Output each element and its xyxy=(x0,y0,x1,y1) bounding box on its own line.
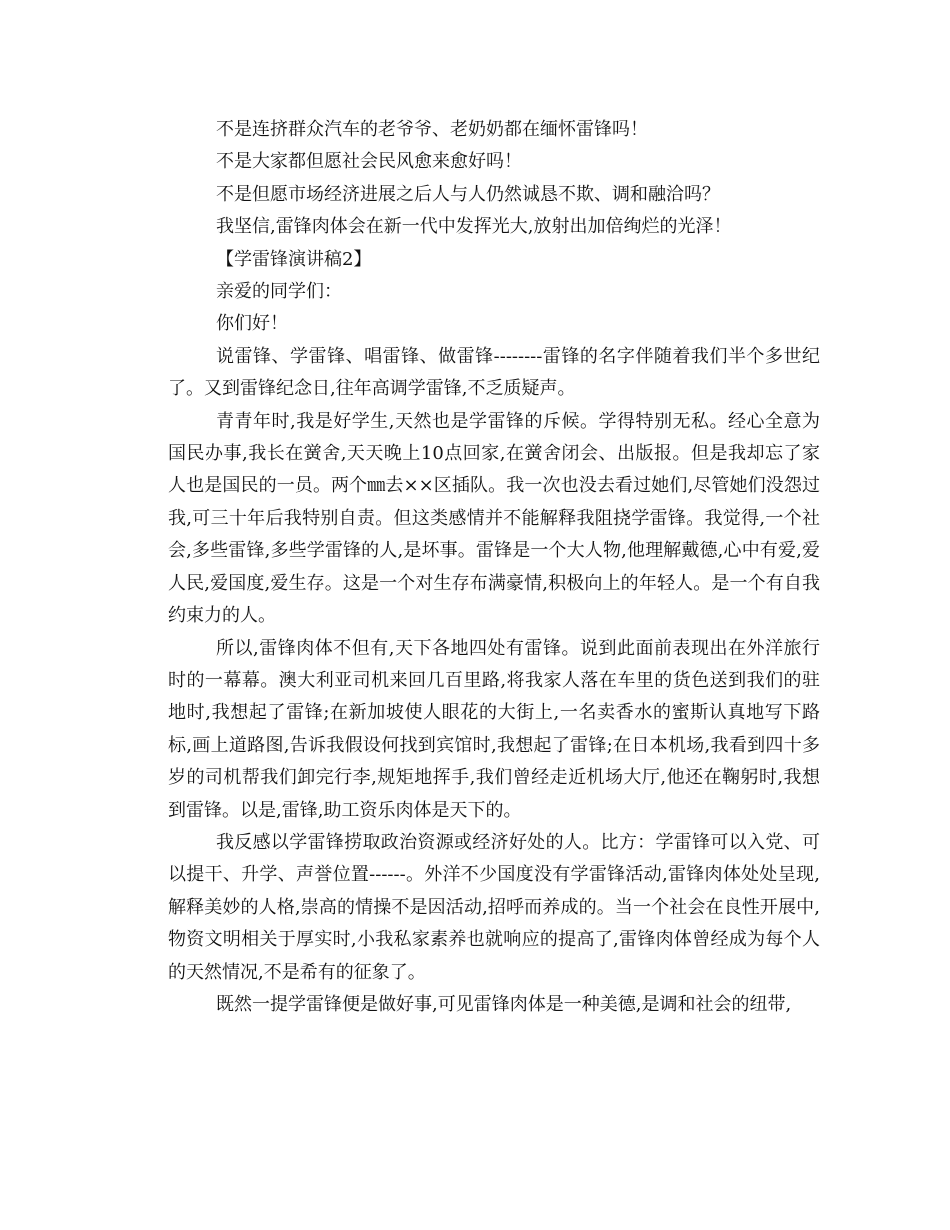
paragraph: 说雷锋、学雷锋、唱雷锋、做雷锋--------雷锋的名字伴随着我们半个多世纪了。又到雷锋纪念日,往年高调学雷锋,不乏质疑声。 xyxy=(168,345,820,400)
paragraph: 青青年时,我是好学生,天然也是学雷锋的斥候。学得特别无私。经心全意为国民办事,我长在黉舍,天天晚上10点回家,在黉舍闭会、出版报。但是我却忘了家人也是国民的一员。两个㎜去××区插队。我一次也没去看过她们,尽管她们没怨过我,可三十年后我特别自责。但这类感情并不能解释我阻挠学雷锋。我觉得,一个社会,多些雷锋,多些学雷锋的人,是坏事。雷锋是一个大人物,他理解戴德,心中有爱,爱人民,爱国度,爱生存。这是一个对生存布满豪情,积极向上的年轻人。是一个有自我约束力的人。 xyxy=(168,410,820,627)
text-line: 不是大家都但愿社会民风愈来愈好吗！ xyxy=(216,151,522,173)
text-line: 我坚信,雷锋肉体会在新一代中发挥光大,放射出加倍绚烂的光泽！ xyxy=(216,216,732,238)
text-line: 不是连挤群众汽车的老爷爷、老奶奶都在缅怀雷锋吗！ xyxy=(216,119,648,140)
document-body xyxy=(168,114,820,1021)
section-heading: 【学雷锋演讲稿2】 xyxy=(216,248,372,270)
paragraph: 我反感以学雷锋捞取政治资源或经济好处的人。比方：学雷锋可以入党、可以提干、升学、声誉位置------。外洋不少国度没有学雷锋活动,雷锋肉体处处呈现,解释美妙的人格,崇高的情操不是因活动,招呼而养成的。当一个社会在良性开展中,物资文明相关于厚实时,小我私家素养也就响应的提高了,雷锋肉体曾经成为每个人的天然情况,不是希有的征象了。 xyxy=(168,831,820,983)
text-line: 不是但愿市场经济进展之后人与人仍然诚恳不欺、调和融洽吗？ xyxy=(216,183,720,205)
greeting: 你们好！ xyxy=(216,313,288,335)
paragraph: 所以,雷锋肉体不但有,天下各地四处有雷锋。说到此面前表现出在外洋旅行时的一幕幕。澳大利亚司机来回几百里路,将我家人落在车里的货色送到我们的驻地时,我想起了雷锋;在新加坡使人眼花的大街上,一名卖香水的蜜斯认真地写下路标,画上道路图,告诉我假设何找到宾馆时,我想起了雷锋;在日本机场,我看到四十多岁的司机帮我们卸完行李,规矩地挥手,我们曾经走近机场大厅,他还在鞠躬时,我想到雷锋。以是,雷锋,助工资乐肉体是天下的。 xyxy=(168,637,820,821)
paragraph: 既然一提学雷锋便是做好事,可见雷锋肉体是一种美德,是调和社会的纽带, xyxy=(216,993,792,1015)
salutation: 亲爱的同学们： xyxy=(216,281,342,303)
